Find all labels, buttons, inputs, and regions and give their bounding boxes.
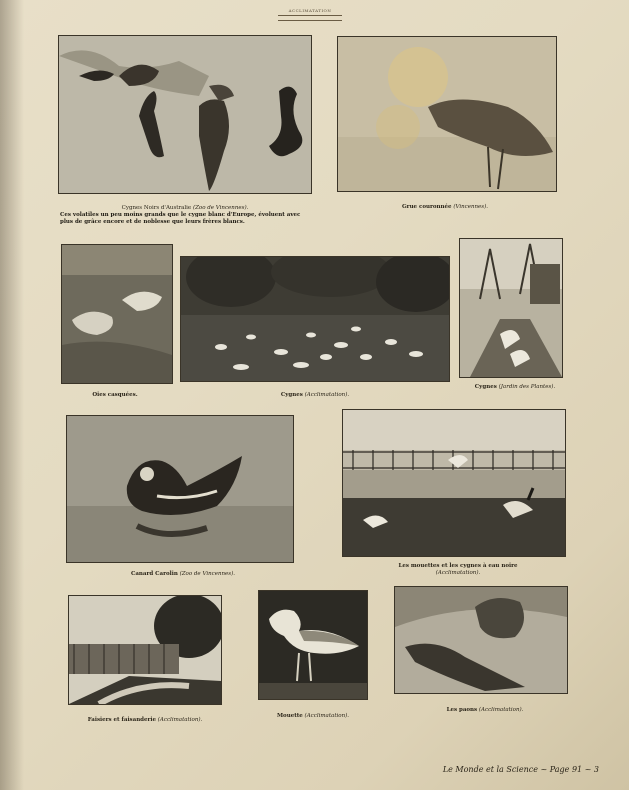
caption-peacocks xyxy=(430,707,540,714)
caption-crowned-crane xyxy=(385,204,505,211)
photo-aviary xyxy=(68,595,222,705)
photo-swans-garden xyxy=(459,238,563,378)
caption-title: Les paons xyxy=(446,707,478,713)
caption-black-swans xyxy=(100,205,270,212)
photo-gull xyxy=(258,590,368,700)
caption-location: (Acclimatation). xyxy=(304,392,350,398)
caption-title: Grue couronnée xyxy=(401,204,452,210)
caption-title: Oies casquées. xyxy=(92,392,138,398)
caption-swans-pond xyxy=(260,392,370,399)
photo-crowned-crane xyxy=(337,36,557,192)
caption-gulls-swans xyxy=(378,563,538,577)
caption-location: (Zoo de Vincennes). xyxy=(192,205,249,211)
photo-gulls-swans xyxy=(342,409,566,557)
photo-peacocks xyxy=(394,586,568,694)
photo-black-swans xyxy=(58,35,312,194)
caption-location: (Jardin des Plantes). xyxy=(498,384,556,390)
caption-title: Canard Carolin xyxy=(130,571,178,577)
caption-location: (Acclimatation). xyxy=(478,707,524,713)
caption-title: Mouette xyxy=(276,713,303,719)
caption-title: Cygnes xyxy=(280,392,303,398)
caption-title: Cygnes Noirs d'Australie xyxy=(121,205,192,211)
caption-gull xyxy=(268,713,358,720)
caption-carolina-duck xyxy=(118,571,248,578)
caption-location: (Acclimatation). xyxy=(157,717,203,723)
photo-swans-pond xyxy=(180,256,450,382)
caption-title: Faisiers et faisanderie xyxy=(87,717,157,723)
header-ornament xyxy=(278,15,342,21)
page-footer: Le Monde et la Science ~ Page 91 ~ 3 xyxy=(442,765,599,774)
caption-title: Cygnes xyxy=(474,384,497,390)
caption-location: (Vincennes). xyxy=(453,204,489,210)
caption-location: (Acclimatation). xyxy=(435,570,481,576)
page-gutter-shadow xyxy=(0,0,24,790)
caption-hooded-geese xyxy=(75,392,155,399)
caption-swans-garden xyxy=(465,384,565,391)
running-title: ACCLIMATATION xyxy=(288,8,332,13)
photo-hooded-geese xyxy=(61,244,173,384)
caption-location: (Acclimatation). xyxy=(304,713,350,719)
caption-location: (Zoo de Vincennes). xyxy=(179,571,236,577)
caption-title: Les mouettes et les cygnes à eau noire xyxy=(398,563,518,569)
photo-carolina-duck xyxy=(66,415,294,563)
caption-aviary xyxy=(80,717,210,724)
note-black-swans: Ces volatiles un peu moins grands que le cygne blanc d'Europe, évoluent avec plus de grâce encore et de noblesse que leurs frères blancs. xyxy=(60,212,301,225)
